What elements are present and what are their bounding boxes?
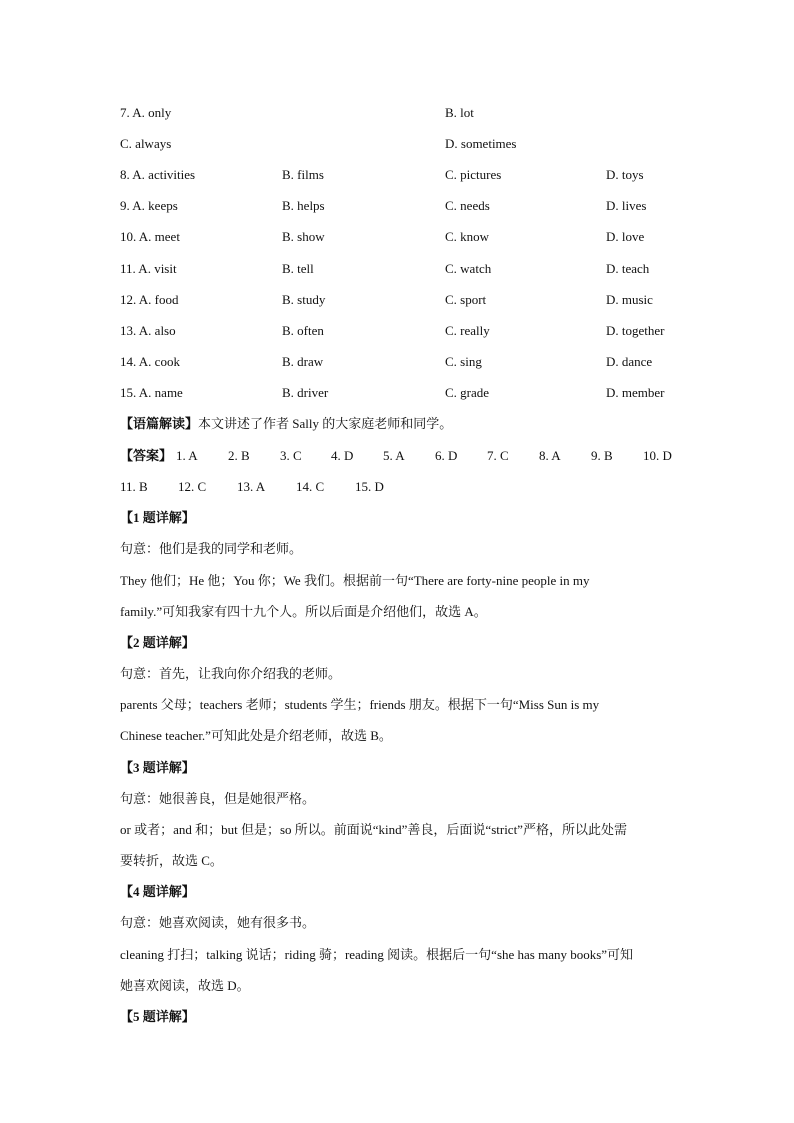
detail-heading: 【3 题详解】 — [120, 760, 195, 775]
reading-label: 【语篇解读】 — [120, 416, 199, 431]
q8-option-c: C. pictures — [445, 167, 502, 182]
answer-item: 1. A — [176, 448, 198, 463]
detail-text: They 他们；He 他；You 你；We 我们。根据前一句“There are forty-nine people in my — [120, 573, 590, 588]
answer-item: 5. A — [383, 448, 405, 463]
detail-heading: 【2 题详解】 — [120, 635, 195, 650]
detail-heading: 【5 题详解】 — [120, 1009, 195, 1024]
q13-option-a: 13. A. also — [120, 323, 176, 338]
q8-option-d: D. toys — [606, 167, 644, 182]
q9-option-b: B. helps — [282, 198, 325, 213]
detail-text: cleaning 打扫；talking 说话；riding 骑；reading 阅读。根据后一句“she has many books”可知 — [120, 947, 634, 962]
q14-option-c: C. sing — [445, 354, 482, 369]
answer-item: 10. D — [643, 448, 672, 463]
detail-meaning: 句意：他们是我的同学和老师。 — [120, 541, 303, 556]
q15-option-b: B. driver — [282, 385, 329, 400]
answer-item: 6. D — [435, 448, 458, 463]
q8-option-a: 8. A. activities — [120, 167, 196, 182]
detail-text: Chinese teacher.”可知此处是介绍老师，故选 B。 — [120, 728, 392, 743]
q13-option-c: C. really — [445, 323, 490, 338]
detail-meaning: 句意：她喜欢阅读，她有很多书。 — [120, 915, 316, 930]
detail-heading: 【1 题详解】 — [120, 510, 195, 525]
q11-option-c: C. watch — [445, 261, 492, 276]
detail-text: parents 父母；teachers 老师；students 学生；friends 朋友。根据下一句“Miss Sun is my — [120, 697, 600, 712]
q15-option-c: C. grade — [445, 385, 490, 400]
answer-item: 7. C — [487, 448, 509, 463]
q15-option-d: D. member — [606, 385, 665, 400]
answer-item: 14. C — [296, 479, 325, 494]
q9-option-a: 9. A. keeps — [120, 198, 178, 213]
answer-item: 4. D — [331, 448, 354, 463]
q12-option-d: D. music — [606, 292, 653, 307]
q7-option-c: C. always — [120, 136, 172, 151]
q12-option-a: 12. A. food — [120, 292, 179, 307]
q10-option-d: D. love — [606, 229, 645, 244]
q15-option-a: 15. A. name — [120, 385, 183, 400]
detail-meaning: 句意：她很善良，但是她很严格。 — [120, 791, 316, 806]
q10-option-a: 10. A. meet — [120, 229, 180, 244]
q12-option-b: B. study — [282, 292, 326, 307]
answer-item: 15. D — [355, 479, 384, 494]
q10-option-b: B. show — [282, 229, 325, 244]
answer-item: 2. B — [228, 448, 250, 463]
reading-text: 本文讲述了作者 Sally 的大家庭老师和同学。 — [198, 416, 453, 431]
q11-option-d: D. teach — [606, 261, 650, 276]
answers-label: 【答案】 — [120, 448, 173, 463]
detail-heading: 【4 题详解】 — [120, 884, 195, 899]
q13-option-b: B. often — [282, 323, 324, 338]
q14-option-a: 14. A. cook — [120, 354, 180, 369]
q9-option-d: D. lives — [606, 198, 647, 213]
answer-item: 3. C — [280, 448, 302, 463]
detail-text: family.”可知我家有四十九个人。所以后面是介绍他们，故选 A。 — [120, 604, 487, 619]
q9-option-c: C. needs — [445, 198, 490, 213]
answer-item: 8. A — [539, 448, 561, 463]
q10-option-c: C. know — [445, 229, 490, 244]
detail-text: 要转折，故选 C。 — [120, 853, 223, 868]
answer-item: 13. A — [237, 479, 266, 494]
detail-meaning: 句意：首先，让我向你介绍我的老师。 — [120, 666, 342, 681]
q7-option-d: D. sometimes — [445, 136, 517, 151]
detail-text: 她喜欢阅读，故选 D。 — [120, 978, 250, 993]
q8-option-b: B. films — [282, 167, 324, 182]
q12-option-c: C. sport — [445, 292, 487, 307]
q13-option-d: D. together — [606, 323, 665, 338]
answer-item: 9. B — [591, 448, 613, 463]
q14-option-b: B. draw — [282, 354, 324, 369]
reading-summary — [120, 415, 452, 433]
answer-item: 12. C — [178, 479, 207, 494]
q11-option-b: B. tell — [282, 261, 314, 276]
detail-text: or 或者；and 和；but 但是；so 所以。前面说“kind”善良，后面说“strict”严格，所以此处需 — [120, 822, 627, 837]
q14-option-d: D. dance — [606, 354, 653, 369]
q11-option-a: 11. A. visit — [120, 261, 177, 276]
answer-item: 11. B — [120, 479, 148, 494]
q7-option-b: B. lot — [445, 105, 474, 120]
q7-option-a: 7. A. only — [120, 105, 172, 120]
